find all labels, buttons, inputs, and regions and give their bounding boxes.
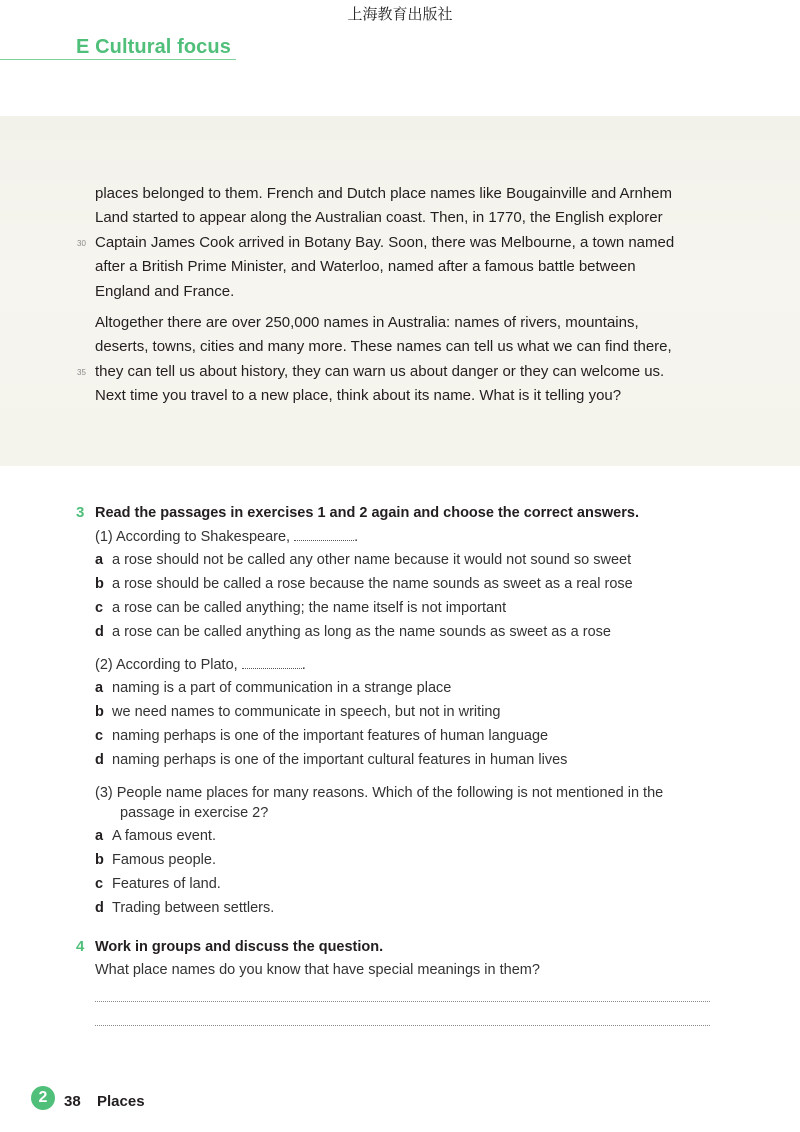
exercise-number: 3 (76, 504, 85, 521)
answer-blank[interactable] (242, 656, 302, 669)
question-stem: (3) People name places for many reasons. Which of the following is not mentioned in the passage in exercise 2? (95, 785, 664, 821)
option-text: Trading between settlers. (112, 900, 275, 916)
option-text: A famous event. (112, 828, 216, 844)
question-text: (1) According to Shakespeare, (95, 529, 291, 545)
text-line: England and France. (95, 282, 235, 300)
section-title: E Cultural focus (76, 36, 231, 58)
option-text: naming perhaps is one of the important cultural features in human lives (112, 752, 568, 768)
option-a[interactable] (95, 680, 451, 696)
question-text: (2) According to Plato, (95, 657, 238, 673)
option-text: we need names to communicate in speech, but not in writing (112, 704, 501, 720)
option-text: a rose can be called anything; the name itself is not important (112, 600, 507, 616)
option-letter: a (95, 680, 104, 696)
exercise-number: 4 (76, 938, 85, 955)
option-letter: b (95, 852, 104, 868)
exercise-instruction: Work in groups and discuss the question. (95, 939, 384, 955)
option-letter: b (95, 704, 104, 720)
publisher-name: 上海教育出版社 (347, 5, 453, 23)
option-letter: c (95, 600, 104, 616)
unit-badge: 2 (31, 1086, 55, 1110)
option-text: Famous people. (112, 852, 216, 868)
text-line: Land started to appear along the Australian coast. Then, in 1770, the English explorer (95, 209, 663, 227)
text-line: places belonged to them. French and Dutch place names like Bougainville and Arnhem (95, 185, 673, 202)
text-line: they can tell us about history, they can warn us about danger or they can welcome us. (95, 362, 665, 380)
discussion-prompt: What place names do you know that have special meanings in them? (95, 962, 540, 978)
option-text: naming perhaps is one of the important features of human language (112, 728, 549, 744)
option-letter: c (95, 876, 104, 892)
text-line: Captain James Cook arrived in Botany Bay. Soon, there was Melbourne, a town named (95, 233, 675, 251)
answer-blank[interactable] (294, 528, 354, 541)
unit-title: Places (97, 1093, 145, 1110)
option-b[interactable] (95, 704, 501, 720)
text-line: after a British Prime Minister, and Waterloo, named after a famous battle between (95, 258, 636, 276)
text-line: Next time you travel to a new place, think about its name. What is it telling you? (95, 387, 622, 405)
option-a[interactable] (95, 552, 631, 568)
reading-paragraph-1 (95, 182, 695, 304)
option-letter: d (95, 624, 104, 640)
option-c[interactable] (95, 876, 221, 892)
question-suffix: . (301, 657, 306, 673)
option-letter: d (95, 752, 104, 768)
option-letter: b (95, 576, 104, 592)
line-number: 35 (77, 368, 86, 377)
option-letter: d (95, 900, 104, 916)
question-suffix: . (354, 529, 359, 545)
option-text: a rose can be called anything as long as the name sounds as sweet as a rose (112, 624, 611, 640)
option-d[interactable] (95, 900, 274, 916)
exercise-instruction: Read the passages in exercises 1 and 2 again and choose the correct answers. (95, 505, 639, 521)
question-stem (95, 528, 358, 545)
option-letter: c (95, 728, 104, 744)
text-line: Altogether there are over 250,000 names in Australia: names of rivers, mountains, (95, 314, 639, 331)
option-text: a rose should not be called any other name because it would not sound so sweet (112, 552, 632, 568)
section-divider (0, 59, 236, 60)
option-c[interactable] (95, 600, 506, 616)
text-line: deserts, towns, cities and many more. These names can tell us what we can find there, (95, 338, 672, 356)
option-c[interactable] (95, 728, 548, 744)
option-b[interactable] (95, 576, 633, 592)
option-text: Features of land. (112, 876, 221, 892)
option-text: a rose should be called a rose because the name sounds as sweet as a real rose (112, 576, 633, 592)
line-number: 30 (77, 239, 86, 248)
answer-line[interactable] (95, 1025, 710, 1026)
option-letter: a (95, 828, 104, 844)
option-d[interactable] (95, 624, 611, 640)
page-number: 38 (64, 1093, 81, 1110)
option-b[interactable] (95, 852, 216, 868)
option-d[interactable] (95, 752, 567, 768)
question-stem (95, 656, 306, 673)
answer-line[interactable] (95, 1001, 710, 1002)
option-letter: a (95, 552, 104, 568)
reading-paragraph-2 (95, 311, 695, 409)
option-text: naming is a part of communication in a strange place (112, 680, 452, 696)
option-a[interactable] (95, 828, 216, 844)
